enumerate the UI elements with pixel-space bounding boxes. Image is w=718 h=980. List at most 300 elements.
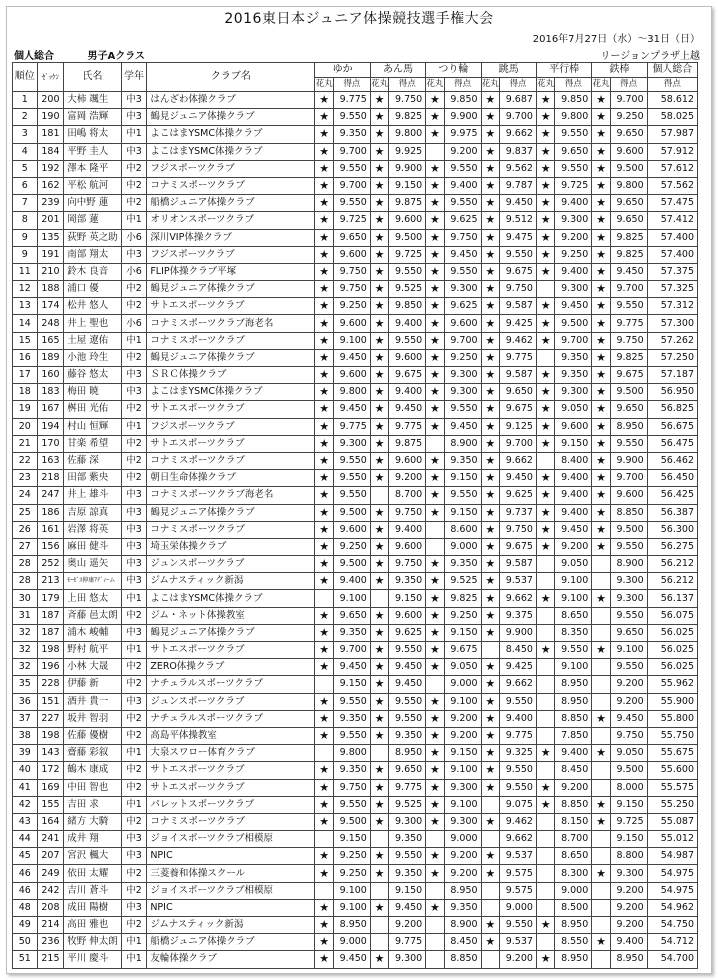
hanamaru-star-icon bbox=[592, 727, 610, 744]
score-cell: 9.650 bbox=[610, 401, 647, 418]
name-cell: 上田 悠太 bbox=[64, 590, 121, 607]
hanamaru-star-icon: ★ bbox=[370, 573, 388, 590]
grade-cell: 中2 bbox=[121, 401, 147, 418]
hanamaru-star-icon: ★ bbox=[370, 607, 388, 624]
score-cell: 9.750 bbox=[389, 556, 426, 573]
score-cell: 9.662 bbox=[500, 831, 537, 848]
hanamaru-star-icon: ★ bbox=[536, 487, 554, 504]
hanamaru-star-icon: ★ bbox=[370, 951, 388, 968]
hanamaru-star-icon: ★ bbox=[315, 349, 333, 366]
hanamaru-star-icon: ★ bbox=[481, 315, 499, 332]
score-cell: 9.150 bbox=[389, 882, 426, 899]
hanamaru-star-icon: ★ bbox=[481, 504, 499, 521]
score-cell: 9.775 bbox=[389, 934, 426, 951]
score-cell: 9.625 bbox=[444, 212, 481, 229]
table-row bbox=[13, 177, 698, 194]
hanamaru-star-icon: ★ bbox=[426, 642, 444, 659]
total-cell: 54.712 bbox=[647, 934, 697, 951]
score-cell: 9.300 bbox=[444, 813, 481, 830]
hanamaru-star-icon: ★ bbox=[592, 470, 610, 487]
rank-cell: 1 bbox=[13, 92, 38, 109]
hanamaru-star-icon bbox=[536, 899, 554, 916]
score-cell: 9.500 bbox=[610, 762, 647, 779]
total-cell: 57.187 bbox=[647, 367, 697, 384]
rank-cell: 28 bbox=[13, 573, 38, 590]
rank-cell: 36 bbox=[13, 693, 38, 710]
hanamaru-star-icon: ★ bbox=[481, 607, 499, 624]
hanamaru-star-icon: ★ bbox=[426, 177, 444, 194]
name-cell: 高田 雅也 bbox=[64, 917, 121, 934]
rank-cell: 16 bbox=[13, 349, 38, 366]
hanamaru-star-icon bbox=[426, 951, 444, 968]
score-cell: 9.750 bbox=[500, 521, 537, 538]
header-score: 得点 bbox=[500, 78, 537, 92]
hanamaru-star-icon: ★ bbox=[592, 160, 610, 177]
hanamaru-star-icon: ★ bbox=[315, 332, 333, 349]
score-cell: 9.587 bbox=[500, 556, 537, 573]
score-cell: 9.200 bbox=[444, 143, 481, 160]
hanamaru-star-icon: ★ bbox=[481, 727, 499, 744]
hanamaru-star-icon: ★ bbox=[481, 573, 499, 590]
bib-cell: 189 bbox=[37, 349, 64, 366]
bib-cell: 156 bbox=[37, 538, 64, 555]
hanamaru-star-icon: ★ bbox=[426, 710, 444, 727]
hanamaru-star-icon: ★ bbox=[536, 435, 554, 452]
score-cell: 9.550 bbox=[389, 693, 426, 710]
hanamaru-star-icon: ★ bbox=[536, 538, 554, 555]
hanamaru-star-icon: ★ bbox=[315, 92, 333, 109]
hanamaru-star-icon: ★ bbox=[370, 281, 388, 298]
name-cell: 大柿 颯生 bbox=[64, 92, 121, 109]
score-cell: 9.725 bbox=[555, 177, 592, 194]
grade-cell: 中2 bbox=[121, 195, 147, 212]
name-cell: 野村 航平 bbox=[64, 642, 121, 659]
score-cell: 9.100 bbox=[444, 693, 481, 710]
rank-cell: 26 bbox=[13, 521, 38, 538]
hanamaru-star-icon: ★ bbox=[315, 899, 333, 916]
hanamaru-star-icon: ★ bbox=[315, 229, 333, 246]
name-cell: 平川 慶斗 bbox=[64, 951, 121, 968]
score-cell: 9.200 bbox=[444, 865, 481, 882]
score-cell: 8.450 bbox=[444, 934, 481, 951]
table-row bbox=[13, 160, 698, 177]
score-cell: 9.650 bbox=[333, 607, 370, 624]
table-row bbox=[13, 642, 698, 659]
hanamaru-star-icon: ★ bbox=[481, 298, 499, 315]
hanamaru-star-icon bbox=[426, 917, 444, 934]
hanamaru-star-icon: ★ bbox=[481, 762, 499, 779]
score-cell: 8.800 bbox=[610, 848, 647, 865]
score-cell: 9.825 bbox=[610, 349, 647, 366]
score-cell: 9.200 bbox=[555, 779, 592, 796]
hanamaru-star-icon: ★ bbox=[426, 281, 444, 298]
hanamaru-star-icon bbox=[481, 882, 499, 899]
score-cell: 9.500 bbox=[555, 315, 592, 332]
grade-cell: 中3 bbox=[121, 487, 147, 504]
hanamaru-star-icon bbox=[592, 779, 610, 796]
grade-cell: 中2 bbox=[121, 177, 147, 194]
table-row bbox=[13, 349, 698, 366]
table-row bbox=[13, 676, 698, 693]
rank-cell: 7 bbox=[13, 195, 38, 212]
club-cell: よこはまYSMC体操クラブ bbox=[147, 590, 315, 607]
score-cell: 9.600 bbox=[444, 315, 481, 332]
score-cell: 9.100 bbox=[333, 590, 370, 607]
name-cell: 坂井 智羽 bbox=[64, 710, 121, 727]
score-cell: 9.500 bbox=[389, 229, 426, 246]
score-cell: 9.550 bbox=[500, 762, 537, 779]
club-cell: コナミスポーツクラブ bbox=[147, 452, 315, 469]
hanamaru-star-icon: ★ bbox=[315, 934, 333, 951]
hanamaru-star-icon: ★ bbox=[315, 521, 333, 538]
hanamaru-star-icon: ★ bbox=[315, 246, 333, 263]
hanamaru-star-icon: ★ bbox=[481, 865, 499, 882]
bib-cell: 210 bbox=[37, 263, 64, 280]
name-cell: 松井 悠人 bbox=[64, 298, 121, 315]
score-cell: 9.100 bbox=[444, 796, 481, 813]
score-cell: 9.200 bbox=[444, 848, 481, 865]
hanamaru-star-icon: ★ bbox=[481, 556, 499, 573]
grade-cell: 中2 bbox=[121, 470, 147, 487]
score-cell: 9.700 bbox=[333, 143, 370, 160]
rank-cell: 9 bbox=[13, 246, 38, 263]
header-grade: 学年 bbox=[121, 63, 147, 92]
grade-cell: 中1 bbox=[121, 796, 147, 813]
hanamaru-star-icon: ★ bbox=[426, 109, 444, 126]
score-cell: 9.450 bbox=[389, 401, 426, 418]
rank-cell: 43 bbox=[13, 813, 38, 830]
club-cell: コナミスポーツクラブ bbox=[147, 177, 315, 194]
score-cell: 9.550 bbox=[333, 796, 370, 813]
total-cell: 58.612 bbox=[647, 92, 697, 109]
hanamaru-star-icon bbox=[536, 349, 554, 366]
hanamaru-star-icon bbox=[536, 659, 554, 676]
rank-cell: 38 bbox=[13, 727, 38, 744]
score-cell: 9.575 bbox=[500, 865, 537, 882]
hanamaru-star-icon bbox=[536, 624, 554, 641]
score-cell: 9.625 bbox=[389, 624, 426, 641]
score-cell: 8.950 bbox=[610, 418, 647, 435]
table-row bbox=[13, 899, 698, 916]
score-cell: 9.525 bbox=[389, 796, 426, 813]
score-cell: 8.950 bbox=[555, 951, 592, 968]
score-cell: 9.662 bbox=[500, 452, 537, 469]
score-cell: 9.400 bbox=[389, 521, 426, 538]
rank-cell: 14 bbox=[13, 315, 38, 332]
rank-cell: 40 bbox=[13, 762, 38, 779]
rank-cell: 27 bbox=[13, 538, 38, 555]
hanamaru-star-icon: ★ bbox=[315, 607, 333, 624]
total-cell: 57.300 bbox=[647, 315, 697, 332]
hanamaru-star-icon: ★ bbox=[370, 624, 388, 641]
total-cell: 54.975 bbox=[647, 865, 697, 882]
hanamaru-star-icon: ★ bbox=[536, 951, 554, 968]
score-cell: 9.000 bbox=[555, 882, 592, 899]
bib-cell: 135 bbox=[37, 229, 64, 246]
table-row bbox=[13, 762, 698, 779]
hanamaru-star-icon: ★ bbox=[426, 487, 444, 504]
bib-cell: 198 bbox=[37, 727, 64, 744]
score-cell: 9.300 bbox=[389, 813, 426, 830]
table-row bbox=[13, 573, 698, 590]
total-cell: 54.700 bbox=[647, 951, 697, 968]
score-cell: 9.450 bbox=[333, 659, 370, 676]
grade-cell: 中3 bbox=[121, 693, 147, 710]
rank-cell: 25 bbox=[13, 504, 38, 521]
score-cell: 9.575 bbox=[500, 882, 537, 899]
header-event-rings: つり輪 bbox=[426, 63, 481, 78]
header-hanamaru: 花丸 bbox=[481, 78, 499, 92]
hanamaru-star-icon: ★ bbox=[370, 762, 388, 779]
club-cell: サトエスポーツクラブ bbox=[147, 401, 315, 418]
header-score: 得点 bbox=[333, 78, 370, 92]
total-cell: 55.087 bbox=[647, 813, 697, 830]
hanamaru-star-icon: ★ bbox=[370, 349, 388, 366]
hanamaru-star-icon: ★ bbox=[315, 693, 333, 710]
grade-cell: 中1 bbox=[121, 642, 147, 659]
score-cell: 9.450 bbox=[333, 401, 370, 418]
rank-cell: 18 bbox=[13, 384, 38, 401]
hanamaru-star-icon: ★ bbox=[592, 332, 610, 349]
hanamaru-star-icon: ★ bbox=[370, 899, 388, 916]
score-cell: 9.662 bbox=[500, 126, 537, 143]
bib-cell: 181 bbox=[37, 126, 64, 143]
score-cell: 9.250 bbox=[333, 538, 370, 555]
score-cell: 9.675 bbox=[610, 367, 647, 384]
table-row bbox=[13, 195, 698, 212]
score-cell: 9.300 bbox=[610, 865, 647, 882]
hanamaru-star-icon: ★ bbox=[426, 659, 444, 676]
hanamaru-star-icon: ★ bbox=[315, 951, 333, 968]
bib-cell: 188 bbox=[37, 281, 64, 298]
score-cell: 8.850 bbox=[610, 504, 647, 521]
name-cell: 桝田 光佑 bbox=[64, 401, 121, 418]
score-cell: 9.550 bbox=[389, 642, 426, 659]
hanamaru-star-icon: ★ bbox=[592, 315, 610, 332]
score-cell: 9.150 bbox=[389, 177, 426, 194]
name-cell: 依田 太耀 bbox=[64, 865, 121, 882]
name-cell: 小林 大晟 bbox=[64, 659, 121, 676]
score-cell: 9.350 bbox=[555, 349, 592, 366]
hanamaru-star-icon: ★ bbox=[426, 556, 444, 573]
hanamaru-star-icon: ★ bbox=[592, 642, 610, 659]
bib-cell: 207 bbox=[37, 848, 64, 865]
table-row bbox=[13, 367, 698, 384]
total-cell: 57.262 bbox=[647, 332, 697, 349]
score-cell: 9.300 bbox=[555, 281, 592, 298]
hanamaru-star-icon: ★ bbox=[481, 367, 499, 384]
score-cell: 9.050 bbox=[444, 659, 481, 676]
club-cell: 深川VIP体操クラブ bbox=[147, 229, 315, 246]
hanamaru-star-icon: ★ bbox=[536, 315, 554, 332]
grade-cell: 中3 bbox=[121, 521, 147, 538]
hanamaru-star-icon bbox=[536, 848, 554, 865]
score-cell: 9.550 bbox=[610, 435, 647, 452]
score-cell: 9.400 bbox=[555, 745, 592, 762]
score-cell: 9.200 bbox=[610, 917, 647, 934]
score-cell: 9.775 bbox=[389, 418, 426, 435]
hanamaru-star-icon: ★ bbox=[315, 298, 333, 315]
hanamaru-star-icon: ★ bbox=[481, 676, 499, 693]
score-cell: 9.400 bbox=[389, 384, 426, 401]
hanamaru-star-icon bbox=[370, 917, 388, 934]
hanamaru-star-icon: ★ bbox=[536, 367, 554, 384]
rank-cell: 51 bbox=[13, 951, 38, 968]
score-cell: 9.550 bbox=[500, 917, 537, 934]
score-cell: 8.950 bbox=[389, 745, 426, 762]
hanamaru-star-icon: ★ bbox=[592, 538, 610, 555]
score-cell: 8.500 bbox=[555, 899, 592, 916]
total-cell: 57.475 bbox=[647, 195, 697, 212]
hanamaru-star-icon: ★ bbox=[481, 470, 499, 487]
score-cell: 9.250 bbox=[333, 298, 370, 315]
rank-cell: 6 bbox=[13, 177, 38, 194]
score-cell: 9.600 bbox=[333, 367, 370, 384]
score-cell: 9.600 bbox=[610, 487, 647, 504]
score-cell: 8.950 bbox=[555, 676, 592, 693]
hanamaru-star-icon: ★ bbox=[426, 693, 444, 710]
score-cell: 9.500 bbox=[333, 504, 370, 521]
hanamaru-star-icon bbox=[536, 831, 554, 848]
hanamaru-star-icon: ★ bbox=[370, 401, 388, 418]
hanamaru-star-icon: ★ bbox=[370, 521, 388, 538]
hanamaru-star-icon: ★ bbox=[315, 281, 333, 298]
hanamaru-star-icon: ★ bbox=[370, 435, 388, 452]
hanamaru-star-icon: ★ bbox=[315, 659, 333, 676]
grade-cell: 中1 bbox=[121, 934, 147, 951]
hanamaru-star-icon: ★ bbox=[536, 796, 554, 813]
score-cell: 8.300 bbox=[555, 865, 592, 882]
hanamaru-star-icon: ★ bbox=[536, 298, 554, 315]
total-cell: 55.750 bbox=[647, 727, 697, 744]
hanamaru-star-icon bbox=[536, 865, 554, 882]
bib-cell: 190 bbox=[37, 109, 64, 126]
score-cell: 9.200 bbox=[555, 538, 592, 555]
header-score: 得点 bbox=[610, 78, 647, 92]
hanamaru-star-icon bbox=[592, 882, 610, 899]
score-cell: 9.100 bbox=[333, 899, 370, 916]
hanamaru-star-icon: ★ bbox=[315, 538, 333, 555]
score-cell: 9.000 bbox=[333, 934, 370, 951]
hanamaru-star-icon: ★ bbox=[370, 642, 388, 659]
bib-cell: 187 bbox=[37, 624, 64, 641]
name-cell: 斉藤 邑太朗 bbox=[64, 607, 121, 624]
score-cell: 9.550 bbox=[444, 195, 481, 212]
score-cell: 9.550 bbox=[389, 848, 426, 865]
bib-cell: 201 bbox=[37, 212, 64, 229]
hanamaru-star-icon: ★ bbox=[481, 745, 499, 762]
hanamaru-star-icon: ★ bbox=[426, 367, 444, 384]
hanamaru-star-icon: ★ bbox=[370, 710, 388, 727]
score-cell: 8.350 bbox=[555, 624, 592, 641]
score-cell: 8.950 bbox=[555, 917, 592, 934]
score-cell: 9.725 bbox=[610, 813, 647, 830]
hanamaru-star-icon bbox=[481, 951, 499, 968]
score-cell: 9.125 bbox=[500, 418, 537, 435]
score-cell: 9.550 bbox=[610, 298, 647, 315]
rank-cell: 35 bbox=[13, 676, 38, 693]
hanamaru-star-icon: ★ bbox=[370, 470, 388, 487]
hanamaru-star-icon bbox=[370, 745, 388, 762]
bib-cell: 165 bbox=[37, 332, 64, 349]
name-cell: 荻野 英之助 bbox=[64, 229, 121, 246]
score-cell: 9.200 bbox=[610, 676, 647, 693]
score-cell: 9.350 bbox=[333, 624, 370, 641]
hanamaru-star-icon: ★ bbox=[536, 212, 554, 229]
grade-cell: 中2 bbox=[121, 298, 147, 315]
hanamaru-star-icon bbox=[426, 143, 444, 160]
total-cell: 55.600 bbox=[647, 762, 697, 779]
bib-cell: 184 bbox=[37, 143, 64, 160]
hanamaru-star-icon: ★ bbox=[536, 418, 554, 435]
rank-cell: 15 bbox=[13, 332, 38, 349]
score-cell: 9.975 bbox=[444, 126, 481, 143]
hanamaru-star-icon: ★ bbox=[426, 607, 444, 624]
hanamaru-star-icon bbox=[536, 607, 554, 624]
score-cell: 9.550 bbox=[333, 195, 370, 212]
hanamaru-star-icon: ★ bbox=[315, 367, 333, 384]
score-cell: 9.250 bbox=[333, 848, 370, 865]
score-cell: 9.750 bbox=[610, 727, 647, 744]
rank-cell: 5 bbox=[13, 160, 38, 177]
hanamaru-star-icon: ★ bbox=[315, 263, 333, 280]
hanamaru-star-icon bbox=[426, 435, 444, 452]
name-cell: 向中野 蓮 bbox=[64, 195, 121, 212]
grade-cell: 中3 bbox=[121, 899, 147, 916]
name-cell: 吉田 求 bbox=[64, 796, 121, 813]
total-cell: 57.375 bbox=[647, 263, 697, 280]
grade-cell: 中3 bbox=[121, 246, 147, 263]
bib-cell: 170 bbox=[37, 435, 64, 452]
hanamaru-star-icon: ★ bbox=[315, 848, 333, 865]
score-cell: 9.300 bbox=[444, 367, 481, 384]
score-cell: 9.800 bbox=[610, 177, 647, 194]
score-cell: 9.425 bbox=[500, 659, 537, 676]
score-cell: 9.800 bbox=[333, 384, 370, 401]
rank-cell: 37 bbox=[13, 710, 38, 727]
category-class: 男子Aクラス bbox=[87, 51, 145, 62]
score-cell: 9.350 bbox=[389, 831, 426, 848]
rank-cell: 32 bbox=[13, 624, 38, 641]
table-row bbox=[13, 848, 698, 865]
rank-cell: 4 bbox=[13, 143, 38, 160]
total-cell: 57.250 bbox=[647, 349, 697, 366]
score-cell: 9.700 bbox=[444, 332, 481, 349]
header-total: 個人総合 bbox=[647, 63, 697, 78]
event-dates: 2016年7月27日（水）～31日（日） bbox=[532, 34, 700, 45]
hanamaru-star-icon: ★ bbox=[370, 332, 388, 349]
club-cell: フジスポーツクラブ bbox=[147, 246, 315, 263]
club-cell: 友輪体操クラブ bbox=[147, 951, 315, 968]
name-cell: 佐藤 深 bbox=[64, 452, 121, 469]
hanamaru-star-icon bbox=[370, 487, 388, 504]
rank-cell: 31 bbox=[13, 607, 38, 624]
name-cell: 成田 陽樹 bbox=[64, 899, 121, 916]
total-cell: 57.912 bbox=[647, 143, 697, 160]
table-row bbox=[13, 435, 698, 452]
score-cell: 9.587 bbox=[500, 298, 537, 315]
hanamaru-star-icon: ★ bbox=[536, 745, 554, 762]
rank-cell: 45 bbox=[13, 848, 38, 865]
hanamaru-star-icon bbox=[481, 831, 499, 848]
score-cell: 9.550 bbox=[333, 470, 370, 487]
hanamaru-star-icon: ★ bbox=[536, 401, 554, 418]
score-cell: 8.700 bbox=[389, 487, 426, 504]
hanamaru-star-icon: ★ bbox=[481, 538, 499, 555]
score-cell: 9.500 bbox=[333, 556, 370, 573]
hanamaru-star-icon: ★ bbox=[592, 143, 610, 160]
club-cell: 船橋ジュニア体操クラブ bbox=[147, 934, 315, 951]
